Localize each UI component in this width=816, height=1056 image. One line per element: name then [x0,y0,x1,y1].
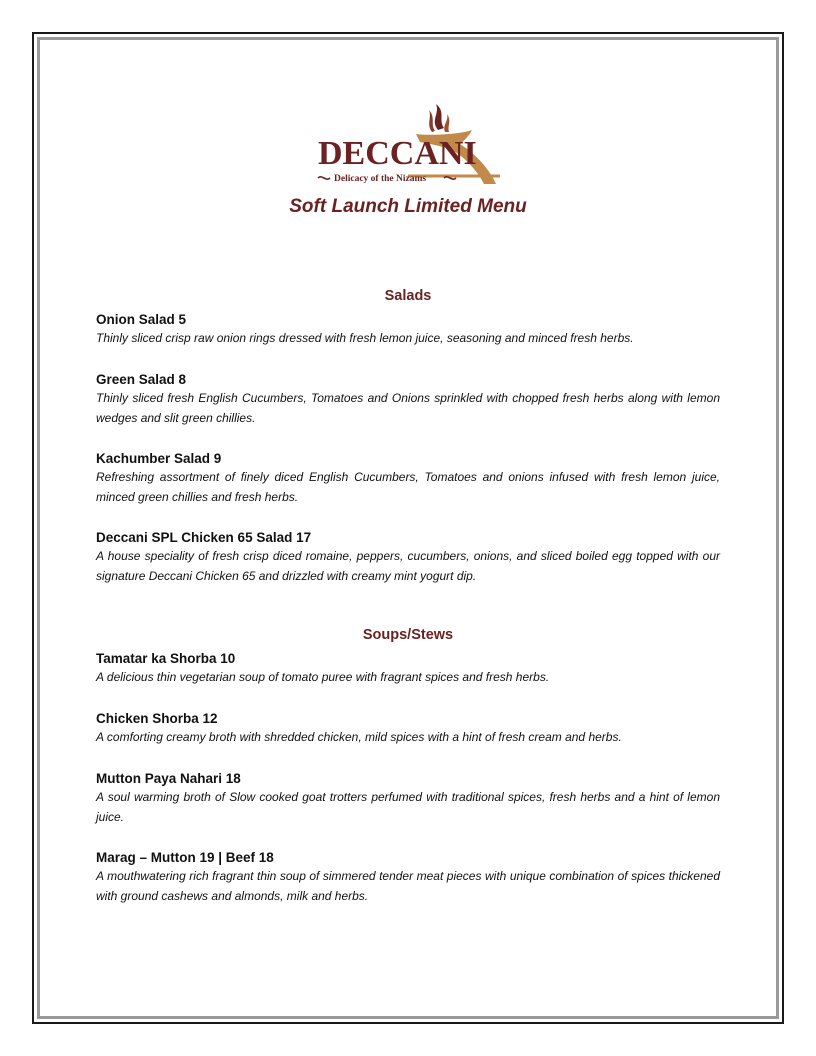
item-name: Marag – Mutton 19 | Beef 18 [96,850,274,865]
menu-item [96,449,720,507]
menu-item [96,370,720,428]
item-description: A mouthwatering rich fragrant thin soup of simmered tender meat pieces with unique combination of spices thickened with ground cashews and almonds, milk and herbs. [96,869,720,903]
item-description: A comforting creamy broth with shredded chicken, mild spices with a hint of fresh cream and herbs. [96,730,622,744]
menu-item [96,528,720,586]
menu-item [96,848,720,906]
section-heading-soups-stews: Soups/Stews [362,627,454,643]
menu-item [96,310,720,349]
item-description: A soul warming broth of Slow cooked goat trotters perfumed with traditional spices, fresh herbs and a hint of lemon juice. [96,790,720,824]
item-name: Green Salad 8 [96,372,187,387]
item-description: Thinly sliced fresh English Cucumbers, Tomatoes and Onions sprinkled with chopped fresh herbs along with lemon wedges and slit green chillies. [96,391,720,425]
logo-tagline: Delicacy of the Nizams [334,174,427,184]
item-name: Deccani SPL Chicken 65 Salad 17 [96,530,312,545]
item-description: A house speciality of fresh crisp diced romaine, peppers, cucumbers, onions, and sliced boiled egg topped with our signature Deccani Chicken 65 and drizzled with creamy mint yogurt dip. [96,549,720,583]
item-name: Onion Salad 5 [96,312,187,327]
item-name: Kachumber Salad 9 [96,451,222,466]
item-name: Mutton Paya Nahari 18 [96,771,241,786]
page-title: Soft Launch Limited Menu [289,196,527,217]
logo-wordmark: DECCANI [318,135,477,172]
section-heading-salads: Salads [384,288,432,304]
item-description: Thinly sliced crisp raw onion rings dressed with fresh lemon juice, seasoning and minced fresh herbs. [96,331,634,345]
menu-item [96,709,720,748]
item-name: Chicken Shorba 12 [96,711,218,726]
item-description: Refreshing assortment of finely diced English Cucumbers, Tomatoes and onions infused with fresh lemon juice, minced green chillies and fresh herbs. [96,470,720,504]
deccani-logo [312,92,502,188]
menu-item [96,769,720,827]
menu-item [96,649,720,688]
item-name: Tamatar ka Shorba 10 [96,651,236,666]
item-description: A delicious thin vegetarian soup of tomato puree with fragrant spices and fresh herbs. [96,670,550,684]
